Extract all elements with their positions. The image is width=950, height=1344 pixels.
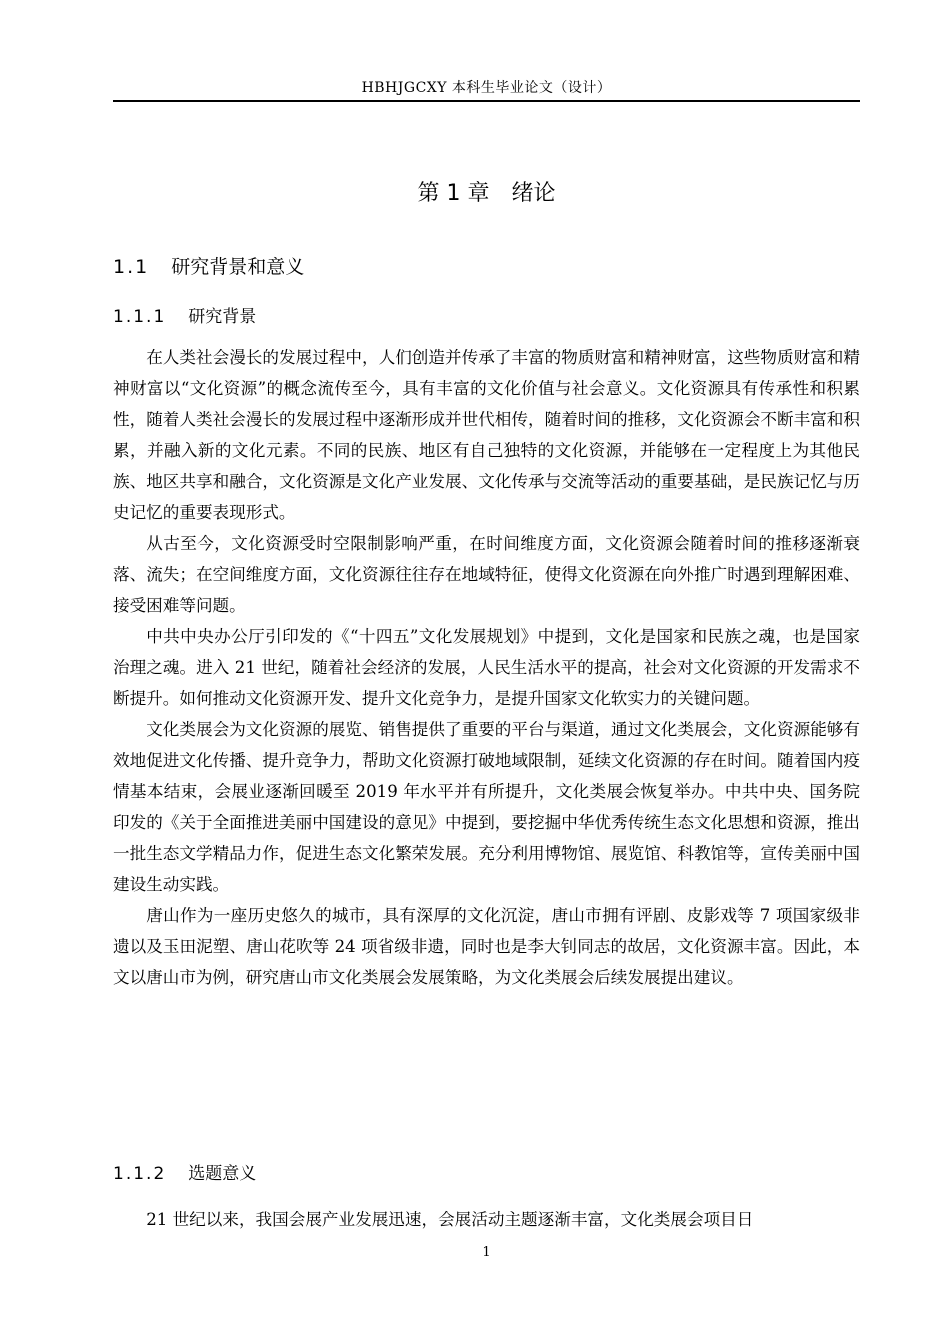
body-text-significance (113, 1204, 860, 1235)
section-title: 研究背景和意义 (171, 256, 305, 278)
paragraph: 文化类展会为文化资源的展览、销售提供了重要的平台与渠道，通过文化类展会，文化资源能够有效地促进文化传播、提升竞争力，帮助文化资源打破地域限制，延续文化资源的存在时间。随着国内疫情基本结束，会展业逐渐回暖至 2019 年水平并有所提升，文化类展会恢复举办。中共中央、国务院印发的《关于全面推进美丽中国建设的意见》中提到，要挖掘中华优秀传统生态文化思想和资源，推出一批生态文学精品力作，促进生态文化繁荣发展。充分利用博物馆、展览馆、科教馆等，宣传美丽中国建设生动实践。 (113, 720, 860, 894)
body-text-background (113, 342, 860, 993)
section-number: 1.1 (113, 256, 150, 278)
chapter-title (113, 180, 860, 208)
section-heading-1-1 (113, 254, 304, 280)
header-rule (113, 100, 860, 102)
paragraph: 唐山作为一座历史悠久的城市，具有深厚的文化沉淀，唐山市拥有评剧、皮影戏等 7 项国家级非遗以及玉田泥塑、唐山花吹等 24 项省级非遗，同时也是李大钊同志的故居，文化资源丰富。因此，本文以唐山市为例，研究唐山市文化类展会发展策略，为文化类展会后续发展提出建议。 (113, 906, 860, 987)
paragraph: 中共中央办公厅引印发的《“十四五”文化发展规划》中提到，文化是国家和民族之魂，也是国家治理之魂。进入 21 世纪，随着社会经济的发展，人民生活水平的提高，社会对文化资源的开发需求不断提升。如何推动文化资源开发、提升文化竞争力，是提升国家文化软实力的关键问题。 (113, 627, 860, 708)
section-number: 1.1.1 (113, 307, 167, 327)
paragraph: 21 世纪以来，我国会展产业发展迅速，会展活动主题逐渐丰富，文化类展会项目日 (146, 1210, 754, 1229)
page-number: 1 (482, 1245, 491, 1260)
chapter-number: 第 1 章 (417, 181, 490, 206)
section-heading-1-1-2 (113, 1162, 256, 1186)
page-header: HBHJGCXY 本科生毕业论文（设计） (361, 80, 612, 96)
section-title: 选题意义 (188, 1164, 257, 1184)
paragraph: 在人类社会漫长的发展过程中，人们创造并传承了丰富的物质财富和精神财富，这些物质财富和精神财富以“文化资源”的概念流传至今，具有丰富的文化价值与社会意义。文化资源具有传承性和积累性，随着人类社会漫长的发展过程中逐渐形成并世代相传，随着时间的推移，文化资源会不断丰富和积累，并融入新的文化元素。不同的民族、地区有自己独特的文化资源，并能够在一定程度上为其他民族、地区共享和融合，文化资源是文化产业发展、文化传承与交流等活动的重要基础，是民族记忆与历史记忆的重要表现形式。 (113, 348, 860, 522)
section-title: 研究背景 (188, 307, 257, 327)
section-number: 1.1.2 (113, 1164, 167, 1184)
paragraph: 从古至今，文化资源受时空限制影响严重，在时间维度方面，文化资源会随着时间的推移逐渐衰落、流失；在空间维度方面，文化资源往往存在地域特征，使得文化资源在向外推广时遇到理解困难、接受困难等问题。 (113, 534, 860, 615)
chapter-name: 绪论 (511, 181, 556, 206)
section-heading-1-1-1 (113, 305, 256, 329)
